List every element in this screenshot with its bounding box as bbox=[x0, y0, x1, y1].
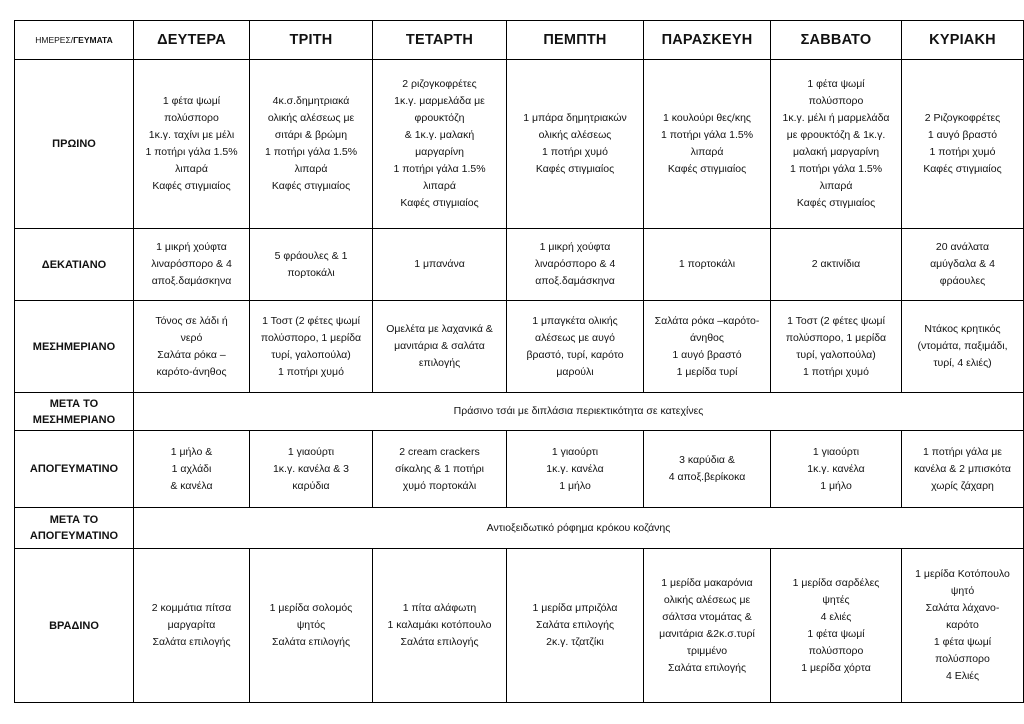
menu-line: άνηθος bbox=[690, 331, 724, 344]
menu-line: 1κ.γ. ταχίνι με μέλι bbox=[148, 129, 235, 141]
menu-line: 1κ.γ. μέλι ή μαρμελάδα bbox=[782, 112, 890, 124]
menu-line: Τόνος σε λάδι ή bbox=[155, 314, 228, 327]
menu-line: Σαλάτα επιλογής bbox=[667, 661, 747, 674]
menu-line: 1 πίτα αλάφωτη bbox=[402, 602, 477, 614]
menu-line: 1 πορτοκάλι bbox=[678, 258, 736, 270]
meal-plan-table bbox=[14, 20, 1024, 703]
header-row bbox=[15, 21, 1024, 60]
afternoon-cell-thursday bbox=[507, 431, 644, 508]
menu-line: ολικής αλέσεως με bbox=[663, 593, 751, 606]
menu-line: 1 μικρή χούφτα bbox=[539, 241, 611, 253]
corner-header bbox=[15, 21, 134, 60]
menu-line: 1 μπάρα δημητριακών bbox=[523, 112, 627, 124]
breakfast-cell-tuesday bbox=[250, 60, 373, 229]
menu-line: 1 φέτα ψωμί bbox=[162, 95, 221, 107]
menu-line: 1 κουλούρι θες/κης bbox=[662, 112, 751, 124]
meal-label-line: ΑΠΟΓΕΥΜΑΤΙΝΟ bbox=[29, 530, 119, 542]
corner-label-days: ΗΜΕΡΕΣ/ bbox=[35, 34, 74, 45]
menu-line: 1 γιαούρτι bbox=[287, 445, 335, 458]
meal-label-afternoon: ΑΠΟΓΕΥΜΑΤΙΝΟ bbox=[15, 431, 134, 508]
menu-line: λιπαρά bbox=[423, 180, 456, 192]
menu-line: 2κ.γ. τζατζίκι bbox=[546, 636, 604, 648]
after-lunch-row bbox=[15, 393, 1024, 431]
corner-label-meals: ΓΕΥΜΑΤΑ bbox=[73, 34, 113, 45]
menu-line: τυρί, γαλοπούλα) bbox=[796, 348, 876, 361]
breakfast-cell-wednesday bbox=[373, 60, 507, 229]
menu-line: 1 ποτήρι χυμό bbox=[278, 365, 344, 378]
menu-line: 1 ποτήρι γάλα με bbox=[923, 445, 1002, 458]
menu-line: 1κ.γ. κανέλα bbox=[546, 462, 604, 475]
snack1-cell-sunday bbox=[902, 229, 1024, 301]
breakfast-cell-friday bbox=[644, 60, 771, 229]
menu-line: Σαλάτα επιλογής bbox=[152, 636, 231, 648]
menu-line: (ντομάτα, παξιμάδι, bbox=[917, 340, 1008, 352]
menu-line: 1 αυγό βραστό bbox=[672, 348, 742, 361]
snack1-cell-wednesday bbox=[373, 229, 507, 301]
menu-line: 1 μερίδα μπριζόλα bbox=[532, 602, 618, 614]
breakfast-cell-thursday bbox=[507, 60, 644, 229]
meal-label-line: ΜΕΣΗΜΕΡΙΑΝΟ bbox=[32, 413, 116, 426]
dinner-cell-tuesday bbox=[250, 549, 373, 703]
menu-line: λιναρόσπορο & 4 bbox=[151, 258, 232, 270]
menu-line: καρύδια bbox=[292, 479, 330, 492]
after-lunch-note: Πράσινο τσάι με διπλάσια περιεκτικότητα σε κατεχίνες bbox=[134, 393, 1024, 431]
menu-line: & 1κ.γ. μαλακή bbox=[404, 129, 475, 141]
afternoon-cell-friday bbox=[644, 431, 771, 508]
menu-line: 1 ποτήρι γάλα 1.5% bbox=[660, 129, 754, 141]
afternoon-row bbox=[15, 431, 1024, 508]
menu-line: νερό bbox=[180, 331, 203, 344]
menu-line: ψητός bbox=[296, 619, 326, 631]
menu-line: 1 ποτήρι χυμό bbox=[803, 365, 869, 378]
menu-line: Καφές στιγμιαίος bbox=[152, 180, 231, 192]
menu-line: Καφές στιγμιαίος bbox=[271, 180, 351, 192]
menu-line: πολύσπορο bbox=[808, 644, 864, 657]
menu-line: καρότο bbox=[946, 619, 979, 631]
dinner-cell-sunday bbox=[902, 549, 1024, 703]
menu-line: 1 μερίδα τυρί bbox=[676, 365, 738, 378]
dinner-cell-thursday bbox=[507, 549, 644, 703]
dinner-cell-monday bbox=[134, 549, 250, 703]
menu-line: τυρί, γαλοπούλα) bbox=[271, 348, 351, 361]
meal-label-after-lunch bbox=[15, 393, 134, 431]
menu-line: τριμμένο bbox=[686, 644, 728, 657]
menu-line: Ντάκος κρητικός bbox=[924, 323, 1001, 335]
afternoon-cell-wednesday bbox=[373, 431, 507, 508]
day-header-sunday: ΚΥΡΙΑΚΗ bbox=[902, 21, 1024, 60]
menu-line: ολικής αλέσεως bbox=[538, 129, 612, 141]
menu-line: Καφές στιγμιαίος bbox=[667, 163, 747, 175]
snack1-cell-monday bbox=[134, 229, 250, 301]
menu-line: 1 ποτήρι χυμό bbox=[542, 146, 608, 158]
menu-line: μαρούλι bbox=[556, 365, 594, 378]
menu-line: Σαλάτα επιλογής bbox=[400, 636, 479, 648]
menu-line: 2 κομμάτια πίτσα bbox=[151, 602, 232, 614]
menu-line: 1 καλαμάκι κοτόπουλο bbox=[387, 619, 492, 631]
lunch-cell-saturday bbox=[771, 301, 902, 393]
menu-line: Σαλάτα επιλογής bbox=[535, 619, 615, 631]
after-afternoon-note: Αντιοξειδωτικό ρόφημα κρόκου κοζάνης bbox=[134, 508, 1024, 549]
menu-line: 1 Τοστ (2 φέτες ψωμί bbox=[262, 314, 360, 327]
menu-line: 1 μερίδα Κοτόπουλο bbox=[915, 568, 1010, 580]
menu-line: φράουλες bbox=[939, 275, 986, 287]
menu-line: 1 μερίδα χόρτα bbox=[801, 661, 871, 674]
day-header-wednesday: ΤΕΤΑΡΤΗ bbox=[373, 21, 507, 60]
breakfast-cell-monday bbox=[134, 60, 250, 229]
lunch-cell-wednesday bbox=[373, 301, 507, 393]
lunch-cell-friday bbox=[644, 301, 771, 393]
menu-line: λιπαρά bbox=[175, 163, 208, 175]
menu-line: ολικής αλέσεως με bbox=[267, 112, 355, 124]
menu-line: σιτάρι & βρώμη bbox=[274, 129, 348, 141]
breakfast-cell-saturday bbox=[771, 60, 902, 229]
snack1-cell-thursday bbox=[507, 229, 644, 301]
snack1-cell-friday bbox=[644, 229, 771, 301]
meal-label-dinner: ΒΡΑΔΙΝΟ bbox=[15, 549, 134, 703]
menu-line: Σαλάτα ρόκα –καρότο- bbox=[654, 314, 760, 327]
menu-line: λιπαρά bbox=[819, 180, 853, 192]
afternoon-cell-tuesday bbox=[250, 431, 373, 508]
menu-line: Ομελέτα με λαχανικά & bbox=[386, 323, 493, 335]
menu-line: πολύσπορο bbox=[935, 653, 990, 665]
menu-line: Σαλάτα λάχανο- bbox=[925, 602, 1000, 614]
menu-line: κανέλα & 2 μπισκότα bbox=[914, 462, 1011, 475]
menu-line: 1κ.γ. μαρμελάδα με bbox=[394, 95, 485, 107]
menu-line: ψητό bbox=[950, 585, 975, 597]
day-header-thursday: ΠΕΜΠΤΗ bbox=[507, 21, 644, 60]
menu-line: & κανέλα bbox=[170, 479, 213, 492]
afternoon-cell-monday bbox=[134, 431, 250, 508]
dinner-cell-friday bbox=[644, 549, 771, 703]
menu-line: 3 καρύδια & bbox=[679, 454, 735, 466]
menu-line: 1 μικρή χούφτα bbox=[156, 241, 227, 253]
snack-row bbox=[15, 229, 1024, 301]
after-afternoon-row bbox=[15, 508, 1024, 549]
day-header-tuesday: ΤΡΙΤΗ bbox=[250, 21, 373, 60]
snack1-cell-saturday bbox=[771, 229, 902, 301]
menu-line: 2 ακτινίδια bbox=[811, 258, 861, 270]
menu-line: φρουκτόζη bbox=[414, 112, 465, 124]
menu-line: Σαλάτα επιλογής bbox=[271, 636, 351, 648]
dinner-cell-wednesday bbox=[373, 549, 507, 703]
menu-line: 1 ποτήρι γάλα 1.5% bbox=[789, 163, 883, 175]
menu-line: 1 φέτα ψωμί bbox=[933, 636, 992, 648]
menu-line: 1 αυγό βραστό bbox=[927, 129, 998, 141]
menu-line: χωρίς ζάχαρη bbox=[931, 479, 994, 492]
menu-line: Καφές στιγμιαίος bbox=[535, 163, 615, 175]
meal-label-line: ΜΕΤΑ ΤΟ bbox=[49, 514, 99, 526]
day-header-saturday: ΣΑΒΒΑΤΟ bbox=[771, 21, 902, 60]
menu-line: 4 αποξ.βερίκοκα bbox=[668, 471, 746, 483]
menu-line: σάλτσα ντομάτας & bbox=[662, 610, 752, 623]
menu-line: πολύσπορο, 1 μερίδα bbox=[260, 331, 362, 344]
menu-line: 1 μπαγκέτα ολικής bbox=[532, 314, 618, 327]
menu-line: μαργαρίτα bbox=[167, 619, 216, 631]
menu-line: σίκαλης & 1 ποτήρι bbox=[395, 462, 484, 475]
menu-line: 1 μερίδα σαρδέλες bbox=[792, 576, 880, 589]
menu-line: Σαλάτα ρόκα – bbox=[157, 348, 226, 361]
menu-line: 4 Ελιές bbox=[945, 670, 980, 682]
menu-line: 1κ.γ. κανέλα bbox=[807, 462, 865, 475]
afternoon-cell-sunday bbox=[902, 431, 1024, 508]
meal-label-after-afternoon bbox=[15, 508, 134, 549]
menu-line: επιλογής bbox=[418, 357, 461, 369]
lunch-cell-thursday bbox=[507, 301, 644, 393]
meal-label-snack: ΔΕΚΑΤΙΑΝΟ bbox=[15, 229, 134, 301]
day-header-friday: ΠΑΡΑΣΚΕΥΗ bbox=[644, 21, 771, 60]
menu-line: 1 φέτα ψωμί bbox=[807, 78, 865, 90]
menu-line: 1 ποτήρι γάλα 1.5% bbox=[145, 146, 238, 158]
dinner-cell-saturday bbox=[771, 549, 902, 703]
dinner-row bbox=[15, 549, 1024, 703]
menu-line: αλέσεως με αυγό bbox=[535, 331, 615, 344]
menu-line: ψητές bbox=[822, 593, 850, 606]
afternoon-cell-saturday bbox=[771, 431, 902, 508]
meal-label-lunch: ΜΕΣΗΜΕΡΙΑΝΟ bbox=[15, 301, 134, 393]
menu-line: αποξ.δαμάσκηνα bbox=[535, 275, 615, 287]
menu-line: 1 ποτήρι γάλα 1.5% bbox=[264, 146, 358, 158]
menu-line: μαργαρίνη bbox=[415, 146, 464, 158]
menu-line: χυμό πορτοκάλι bbox=[402, 479, 477, 492]
menu-line: 1 φέτα ψωμί bbox=[807, 627, 865, 640]
menu-line: μανιτάρια &2κ.σ.τυρί bbox=[659, 627, 755, 640]
menu-line: 1 μερίδα μακαρόνια bbox=[661, 576, 753, 589]
menu-line: βραστό, τυρί, καρότο bbox=[526, 348, 624, 361]
menu-line: Καφές στιγμιαίος bbox=[923, 163, 1002, 175]
menu-line: 1 μήλο bbox=[559, 479, 591, 492]
menu-line: αποξ.δαμάσκηνα bbox=[151, 275, 232, 287]
menu-line: καρότο-άνηθος bbox=[156, 365, 227, 378]
menu-line: λιπαρά bbox=[294, 163, 328, 175]
menu-line: 1 Τοστ (2 φέτες ψωμί bbox=[787, 314, 885, 327]
meal-plan-page bbox=[14, 20, 1010, 702]
menu-line: πολύσπορο bbox=[808, 95, 864, 107]
menu-line: τυρί, 4 ελιές) bbox=[933, 357, 992, 369]
menu-line: 1 μήλο & bbox=[170, 445, 213, 458]
day-header-monday: ΔΕΥΤΕΡΑ bbox=[134, 21, 250, 60]
menu-line: Καφές στιγμιαίος bbox=[796, 197, 876, 209]
menu-line: 1κ.γ. κανέλα & 3 bbox=[272, 462, 350, 475]
menu-line: 1 αχλάδι bbox=[171, 462, 212, 475]
menu-line: μανιτάρια & σαλάτα bbox=[394, 340, 485, 352]
menu-line: 4 ελιές bbox=[820, 610, 852, 623]
menu-line: λιναρόσπορο & 4 bbox=[534, 258, 616, 270]
menu-line: Καφές στιγμιαίος bbox=[400, 197, 479, 209]
menu-line: 2 Ριζογκοφρέτες bbox=[924, 112, 1001, 124]
breakfast-cell-sunday bbox=[902, 60, 1024, 229]
menu-line: 2 cream crackers bbox=[399, 445, 480, 458]
lunch-row bbox=[15, 301, 1024, 393]
menu-line: αμύγδαλα & 4 bbox=[930, 258, 995, 270]
meal-label-breakfast: ΠΡΩΙΝΟ bbox=[15, 60, 134, 229]
menu-line: μαλακή μαργαρίνη bbox=[792, 146, 880, 158]
menu-line: πορτοκάλι bbox=[287, 266, 335, 279]
menu-line: 2 ριζογκοφρέτες bbox=[402, 78, 477, 90]
menu-line: 1 μήλο bbox=[820, 479, 852, 492]
snack1-cell-tuesday bbox=[250, 229, 373, 301]
breakfast-row bbox=[15, 60, 1024, 229]
lunch-cell-tuesday bbox=[250, 301, 373, 393]
menu-line: 4κ.σ.δημητριακά bbox=[272, 95, 350, 107]
menu-line: πολύσπορο, 1 μερίδα bbox=[785, 331, 887, 344]
menu-line: 1 ποτήρι χυμό bbox=[929, 146, 996, 158]
menu-line: 1 γιαούρτι bbox=[551, 445, 599, 458]
menu-line: 5 φράουλες & 1 bbox=[274, 249, 348, 262]
menu-line: 20 ανάλατα bbox=[935, 241, 990, 253]
lunch-cell-monday bbox=[134, 301, 250, 393]
menu-line: 1 μπανάνα bbox=[414, 258, 465, 270]
menu-line: λιπαρά bbox=[690, 146, 724, 158]
menu-line: πολύσπορο bbox=[164, 112, 219, 124]
lunch-cell-sunday bbox=[902, 301, 1024, 393]
menu-line: 1 γιαούρτι bbox=[812, 445, 860, 458]
menu-line: 1 ποτήρι γάλα 1.5% bbox=[393, 163, 486, 175]
meal-label-line: ΜΕΤΑ ΤΟ bbox=[49, 397, 99, 410]
menu-line: με φρουκτόζη & 1κ.γ. bbox=[786, 129, 886, 141]
menu-line: 1 μερίδα σολομός bbox=[269, 602, 353, 614]
